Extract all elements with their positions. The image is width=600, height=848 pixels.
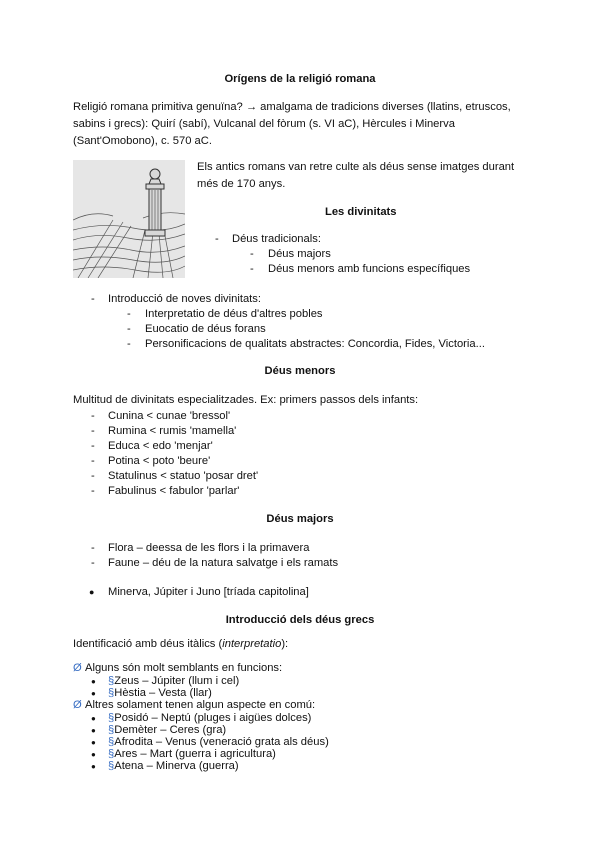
roman-equivalent: – Mart (guerra i agricultura)	[137, 748, 276, 760]
list-item: Fabulinus < fabulor 'parlar'	[108, 485, 240, 497]
greek-name: Ares	[114, 748, 138, 760]
list-item: Euocatio de déus forans	[145, 323, 266, 335]
bullet-marker: ●	[91, 750, 96, 759]
list-item: Statulinus < statuo 'posar dret'	[108, 470, 259, 482]
bullet-marker: ●	[91, 689, 96, 698]
group-heading: Altres solament tenen algun aspecte en comú:	[85, 699, 316, 711]
dash-marker: -	[91, 440, 95, 452]
list-item: Flora – deessa de les flors i la primavera	[108, 542, 310, 554]
dash-marker: -	[91, 485, 95, 497]
roman-equivalent: – Venus (veneració grata als déus)	[152, 736, 329, 748]
list-item: Rumina < rumis 'mamella'	[108, 425, 237, 437]
lead-italic: interpretatio	[222, 638, 282, 650]
roman-equivalent: – Ceres (gra)	[157, 724, 227, 736]
dash-marker: -	[91, 410, 95, 422]
dash-marker: -	[91, 557, 95, 569]
dash-marker: -	[127, 323, 131, 335]
section-sign-marker: §	[108, 712, 115, 724]
section-sign-marker: §	[108, 736, 115, 748]
list-item: Educa < edo 'menjar'	[108, 440, 213, 452]
dash-marker: -	[127, 338, 131, 350]
list-item: Potina < poto 'beure'	[108, 455, 211, 467]
bullet-marker: ●	[91, 762, 96, 771]
intro-line: sabins i grecs): Quirí (sabí), Vulcanal del fòrum (s. VI aC), Hèrcules i Minerva	[73, 118, 455, 130]
greek-name: Zeus	[114, 675, 140, 687]
bullet-marker: ●	[91, 726, 96, 735]
dash-marker: -	[127, 308, 131, 320]
dash-marker: -	[91, 470, 95, 482]
temple-sketch-icon	[73, 160, 185, 278]
null-sign-marker: Ø	[73, 699, 82, 711]
list-item: Déus majors	[268, 248, 331, 260]
dash-marker: -	[91, 293, 95, 305]
roman-equivalent: – Minerva (guerra)	[143, 760, 239, 772]
dash-marker: -	[215, 233, 219, 245]
list-item	[108, 759, 239, 774]
group-heading: Alguns són molt semblants en funcions:	[85, 662, 283, 674]
dash-marker: -	[91, 542, 95, 554]
list-item: Faune – déu de la natura salvatge i els ramats	[108, 557, 339, 569]
list-item: Cunina < cunae 'bressol'	[108, 410, 231, 422]
greek-name: Hèstia	[114, 687, 146, 699]
intro-line: Religió romana primitiva genuïna? → amalgama de tradicions diverses (llatins, etruscos,	[73, 101, 511, 113]
section-sign-marker: §	[108, 748, 115, 760]
list-item: Interpretatio de déus d'altres pobles	[145, 308, 323, 320]
section-sign-marker: §	[108, 675, 115, 687]
bullet-marker: ●	[91, 738, 96, 747]
section-lead	[73, 637, 288, 652]
dash-marker: -	[250, 263, 254, 275]
greek-name: Afrodita	[114, 736, 153, 748]
section-lead: Multitud de divinitats especialitzades. Ex: primers passos dels infants:	[73, 394, 419, 406]
dash-marker: -	[250, 248, 254, 260]
null-sign-marker: Ø	[73, 662, 82, 674]
list-item	[215, 232, 219, 247]
temple-sketch-image	[73, 160, 185, 278]
figure-caption-line: més de 170 anys.	[197, 178, 286, 190]
bullet-marker: ●	[91, 714, 96, 723]
section-sign-marker: §	[108, 724, 115, 736]
list-item: Personificacions de qualitats abstractes: Concordia, Fides, Victoria...	[145, 338, 485, 350]
heading-deus-grecs	[0, 614, 600, 626]
heading-deus-menors: Déus menors	[264, 365, 336, 377]
roman-equivalent: – Neptú (pluges i aigües dolces)	[148, 712, 312, 724]
roman-equivalent: – Júpiter (llum i cel)	[139, 675, 240, 687]
section-sign-marker: §	[108, 687, 115, 699]
page-title: Orígens de la religió romana	[224, 73, 376, 85]
figure-caption-line: Els antics romans van retre culte als déus sense imatges durant	[197, 161, 515, 173]
list-item-text: Déus tradicionals:	[232, 233, 321, 245]
list-item: Déus menors amb funcions específiques	[268, 263, 471, 275]
roman-equivalent: – Vesta (llar)	[145, 687, 212, 699]
bullet-marker: ●	[91, 677, 96, 686]
bullet-marker: ●	[89, 587, 95, 597]
greek-name: Posidó	[114, 712, 149, 724]
greek-name: Atena	[114, 760, 144, 772]
list-item: Introducció de noves divinitats:	[108, 293, 261, 305]
lead-suffix: ):	[281, 638, 289, 650]
dash-marker: -	[91, 425, 95, 437]
heading-deus-majors: Déus majors	[266, 513, 334, 525]
greek-name: Demèter	[114, 724, 158, 736]
intro-line: (Sant'Omobono), c. 570 aC.	[73, 135, 212, 147]
heading-les-divinitats: Les divinitats	[325, 206, 397, 218]
section-sign-marker: §	[108, 760, 115, 772]
dash-marker: -	[91, 455, 95, 467]
heading-text: Introducció dels déus grecs	[225, 614, 375, 626]
list-item: Minerva, Júpiter i Juno [tríada capitolina]	[108, 586, 309, 598]
lead-prefix: Identificació amb déus itàlics (	[73, 638, 223, 650]
